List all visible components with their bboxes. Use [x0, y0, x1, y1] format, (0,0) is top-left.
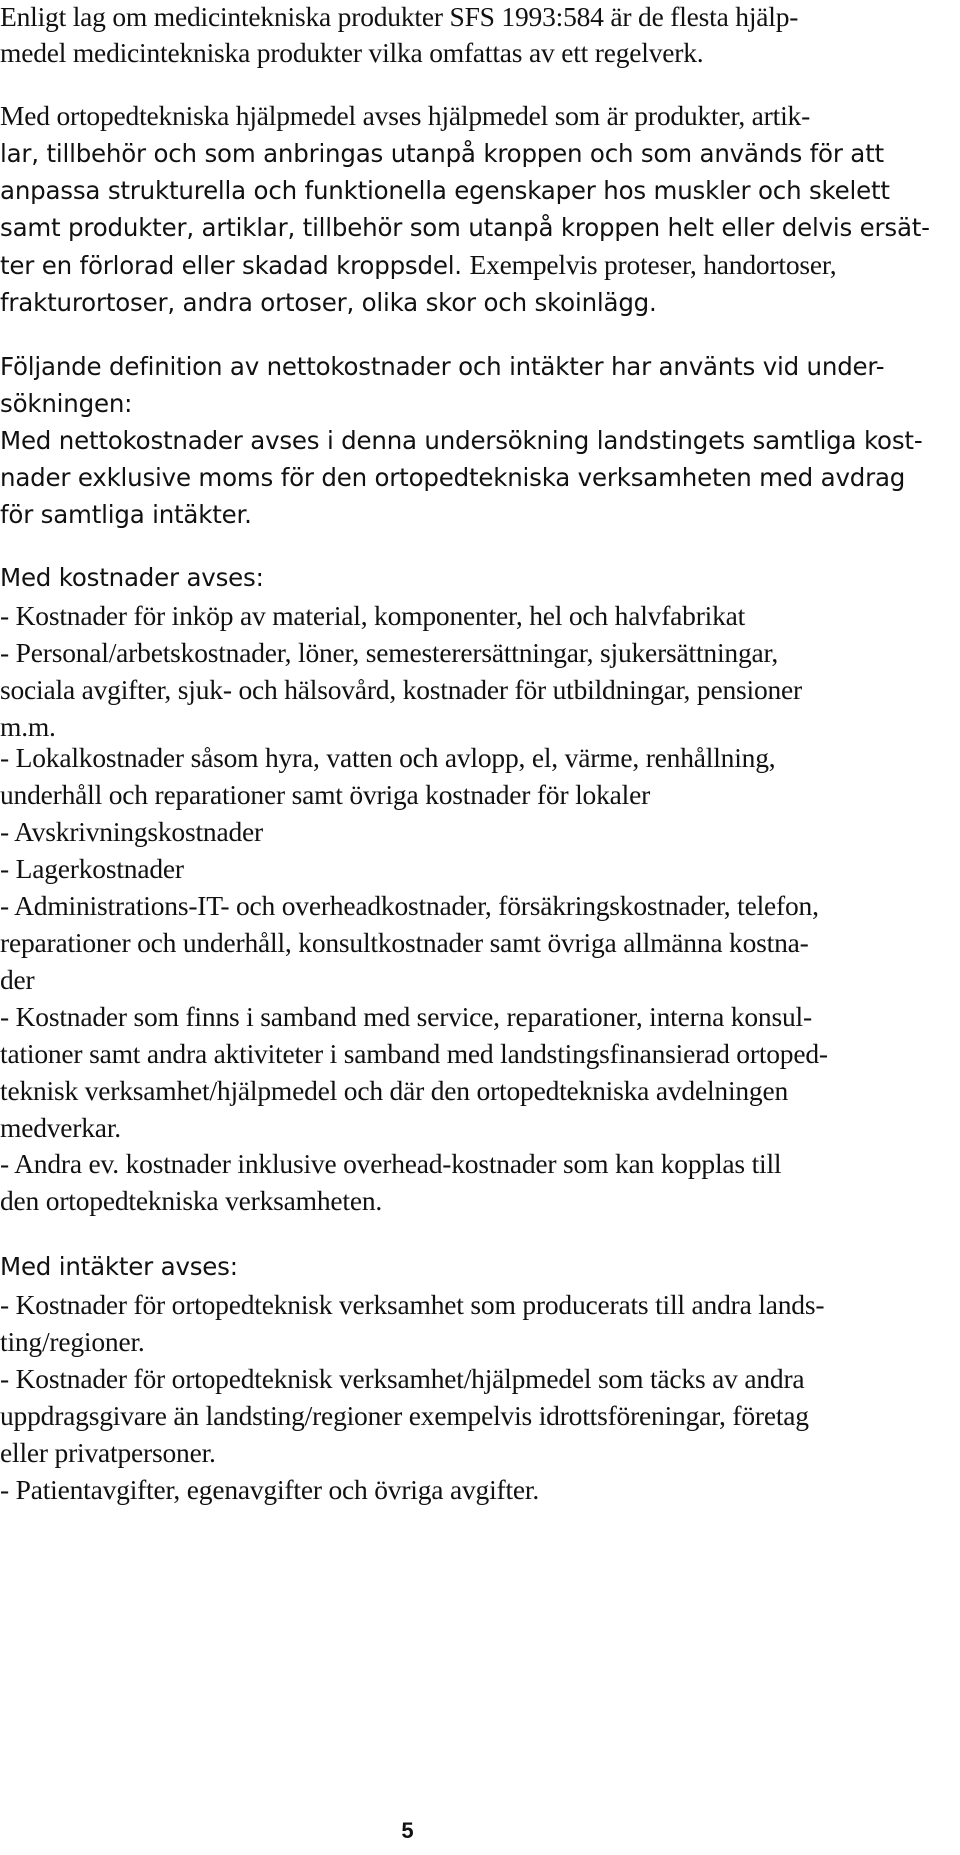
text-line-part: Exempelvis proteser, handortoser,: [469, 249, 837, 280]
text-line: - Andra ev. kostnader inklusive overhead-kostnader som kan kopplas till: [0, 1148, 782, 1179]
text-line: ting/regioner.: [0, 1326, 145, 1357]
text-line: tationer samt andra aktiviteter i samband med landstingsfinansierad ortoped-: [0, 1038, 828, 1069]
text-line: reparationer och underhåll, konsultkostnader samt övriga allmänna kostna-: [0, 927, 809, 958]
text-line: Med kostnader avses:: [0, 563, 264, 592]
text-line: underhåll och reparationer samt övriga kostnader för lokaler: [0, 779, 651, 810]
text-line: - Personal/arbetskostnader, löner, semesterersättningar, sjukersättningar,: [0, 637, 779, 668]
text-line: - Administrations-IT- och overheadkostnader, försäkringskostnader, telefon,: [0, 890, 819, 921]
text-line: eller privatpersoner.: [0, 1437, 216, 1468]
text-line: Med ortopedtekniska hjälpmedel avses hjälpmedel som är produkter, artik-: [0, 100, 811, 131]
text-line: samt produkter, artiklar, tillbehör som utanpå kroppen helt eller delvis ersät-: [0, 213, 930, 242]
text-line: der: [0, 964, 35, 995]
text-line: Med intäkter avses:: [0, 1252, 238, 1281]
text-line: - Lagerkostnader: [0, 853, 184, 884]
text-line: frakturortoser, andra ortoser, olika skor och skoinlägg.: [0, 288, 657, 317]
text-line: medel medicintekniska produkter vilka omfattas av ett regelverk.: [0, 37, 704, 68]
text-line: den ortopedtekniska verksamheten.: [0, 1185, 383, 1216]
text-line: - Kostnader för ortopedteknisk verksamhet som producerats till andra lands-: [0, 1289, 825, 1320]
text-line: uppdragsgivare än landsting/regioner exempelvis idrottsföreningar, företag: [0, 1400, 809, 1431]
text-line: teknisk verksamhet/hjälpmedel och där den ortopedtekniska avdelningen: [0, 1075, 789, 1106]
text-line: - Kostnader för inköp av material, komponenter, hel och halvfabrikat: [0, 600, 746, 631]
text-line: för samtliga intäkter.: [0, 500, 252, 529]
text-line: - Kostnader som finns i samband med service, reparationer, interna konsul-: [0, 1001, 812, 1032]
text-line: sökningen:: [0, 389, 133, 418]
text-line: - Lokalkostnader såsom hyra, vatten och avlopp, el, värme, renhållning,: [0, 742, 776, 773]
text-line: nader exklusive moms för den ortopedtekniska verksamheten med avdrag: [0, 463, 906, 492]
text-line: Med nettokostnader avses i denna undersökning landstingets samtliga kost-: [0, 426, 923, 455]
text-line: - Patientavgifter, egenavgifter och övriga avgifter.: [0, 1474, 540, 1505]
text-line: sociala avgifter, sjuk- och hälsovård, kostnader för utbildningar, pensioner: [0, 674, 803, 705]
text-line: - Avskrivningskostnader: [0, 816, 263, 847]
text-line: anpassa strukturella och funktionella egenskaper hos muskler och skelett: [0, 176, 890, 205]
text-line: - Kostnader för ortopedteknisk verksamhet/hjälpmedel som täcks av andra: [0, 1363, 805, 1394]
text-line: Enligt lag om medicintekniska produkter SFS 1993:584 är de flesta hjälp-: [0, 1, 799, 32]
text-line: Följande definition av nettokostnader och intäkter har använts vid under-: [0, 352, 885, 381]
text-line: m.m.: [0, 711, 56, 742]
text-line: [0, 248, 836, 282]
text-line: medverkar.: [0, 1112, 121, 1143]
text-line-part: ter en förlorad eller skadad kroppsdel.: [0, 251, 462, 280]
text-line: lar, tillbehör och som anbringas utanpå kroppen och som används för att: [0, 139, 884, 168]
page-number: 5: [401, 1818, 414, 1843]
